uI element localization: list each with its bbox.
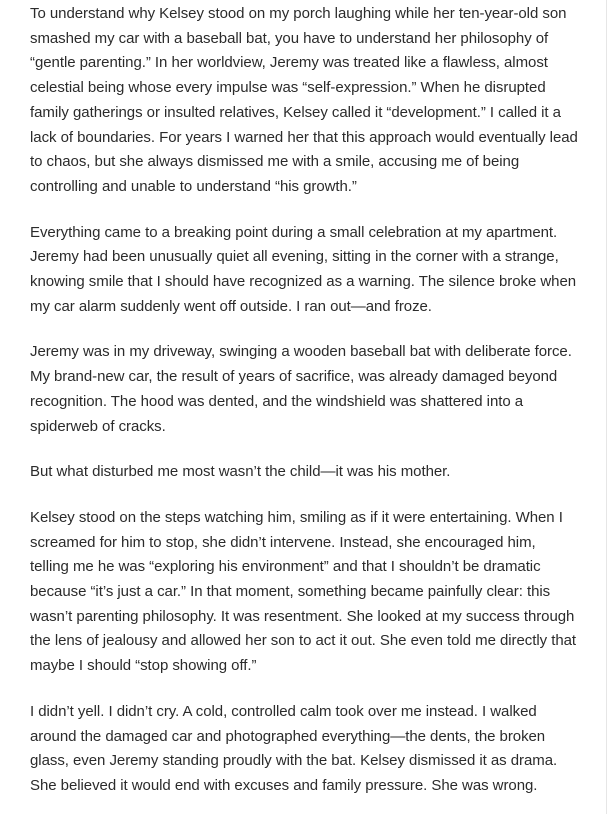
article-paragraph: But what disturbed me most wasn’t the child—it was his mother. <box>30 463 451 481</box>
article-body <box>30 2 578 820</box>
article-paragraph: Everything came to a breaking point during a small celebration at my apartment. Jeremy had been unusually quiet all evening, sitting in the corner with a strange, knowing smile that I should have recognized as a warning. The silence broke when my car alarm suddenly went off outside. I ran out—and froze. <box>30 223 577 315</box>
article-paragraph: To understand why Kelsey stood on my porch laughing while her ten-year-old son smashed my car with a baseball bat, you have to understand her philosophy of “gentle parenting.” In her worldview, Jeremy was treated like a flawless, almost celestial being whose every impulse was “self-expression.” When he disrupted family gatherings or insulted relatives, Kelsey called it “development.” I called it a lack of boundaries. For years I warned her that this approach would eventually lead to chaos, but she always dismissed me with a smile, accusing me of being controlling and unable to understand “his growth.” <box>30 5 578 195</box>
article-paragraph: Jeremy was in my driveway, swinging a wooden baseball bat with deliberate force. My brand-new car, the result of years of sacrifice, was already damaged beyond recognition. The hood was dented, and the windshield was shattered into a spiderweb of cracks. <box>30 343 572 435</box>
article-paragraph: I didn’t yell. I didn’t cry. A cold, controlled calm took over me instead. I walked around the damaged car and photographed everything—the dents, the broken glass, even Jeremy standing proudly with the bat. Kelsey dismissed it as drama. She believed it would end with excuses and family pressure. She was wrong. <box>30 702 558 794</box>
article-paragraph: Kelsey stood on the steps watching him, smiling as if it were entertaining. When I screamed for him to stop, she didn’t intervene. Instead, she encouraged him, telling me he was “exploring his environment” and that I shouldn’t be dramatic because “it’s just a car.” In that moment, something became painfully clear: this wasn’t parenting philosophy. It was resentment. She looked at my success through the lens of jealousy and allowed her son to act it out. She even told me directly that maybe I should “stop showing off.” <box>30 508 577 675</box>
